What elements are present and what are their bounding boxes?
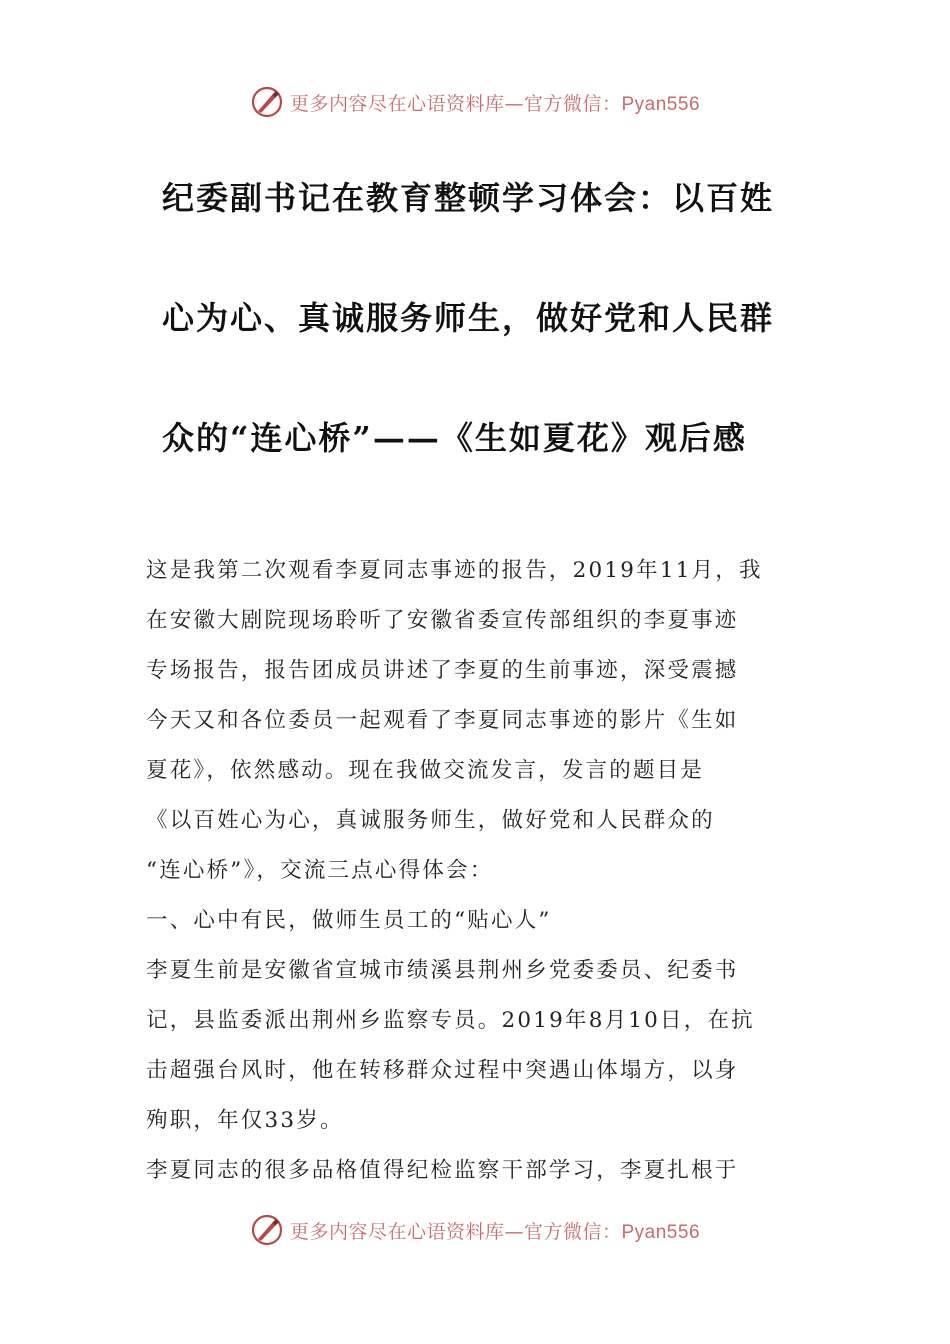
watermark-cn: 更多内容尽在心语资料库—官方微信： xyxy=(289,92,622,115)
body-line: 专场报告，报告团成员讲述了李夏的生前事迹，深受震撼 xyxy=(146,658,739,683)
body-line: 夏花》，依然感动。现在我做交流发言，发言的题目是 xyxy=(146,758,705,783)
body-line: 李夏同志的很多品格值得纪检监察干部学习，李夏扎根于 xyxy=(146,1158,739,1183)
footer-watermark xyxy=(0,1210,950,1250)
title-line: 众的“连心桥”——《生如夏花》观后感 xyxy=(162,419,747,457)
pen-circle-logo-icon xyxy=(250,85,284,119)
watermark-cn: 更多内容尽在心语资料库—官方微信： xyxy=(289,1220,622,1243)
title-line: 心为心、真诚服务师生，做好党和人民群 xyxy=(162,299,775,337)
body-line: 击超强台风时，他在转移群众过程中突遇山体塌方，以身 xyxy=(146,1058,739,1083)
body-line: 殉职，年仅33岁。 xyxy=(146,1108,344,1133)
body-line: 在安徽大剧院现场聆听了安徽省委宣传部组织的李夏事迹 xyxy=(146,608,739,633)
body-line: 今天又和各位委员一起观看了李夏同志事迹的影片《生如 xyxy=(146,708,739,733)
title-line: 纪委副书记在教育整顿学习体会：以百姓 xyxy=(162,179,775,217)
watermark-wechat: Pyan556 xyxy=(621,93,701,115)
document-title xyxy=(150,168,810,528)
header-watermark xyxy=(0,82,950,122)
watermark-text xyxy=(290,89,700,116)
watermark-text xyxy=(290,1217,700,1244)
body-line: 《以百姓心为心，真诚服务师生，做好党和人民群众的 xyxy=(146,808,715,833)
watermark-wechat: Pyan556 xyxy=(621,1221,701,1243)
pen-circle-logo-icon xyxy=(250,1213,284,1247)
section-heading: 一、心中有民，做师生员工的“贴心人” xyxy=(146,908,552,933)
document-body xyxy=(146,546,808,1196)
body-line: 这是我第二次观看李夏同志事迹的报告，2019年11月，我 xyxy=(146,558,763,583)
body-line: 李夏生前是安徽省宣城市绩溪县荆州乡党委委员、纪委书 xyxy=(146,958,739,983)
body-line: 记，县监委派出荆州乡监察专员。2019年8月10日，在抗 xyxy=(146,1008,755,1033)
body-line: “连心桥”》，交流三点心得体会： xyxy=(146,858,494,883)
